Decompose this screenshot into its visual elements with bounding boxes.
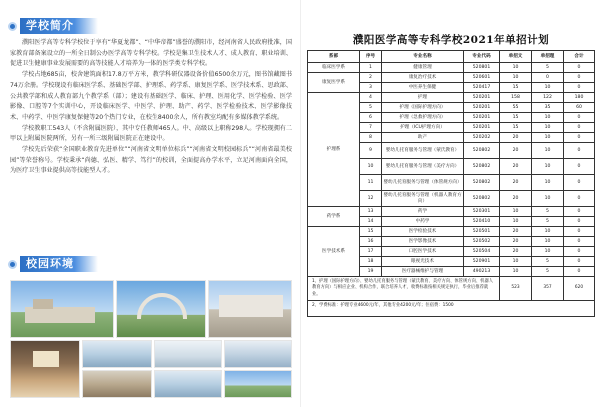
major-code: 520201 [464,123,500,133]
arts-quota: 10 [500,207,532,217]
intro-paragraph: 濮阳医学高等专科学校位于享有“华夏龙都”、“中华帝都”盛誉的濮阳市，经河南省人民政府批准，国家教育部备案设立的一所全日制公办医学高等专科学校。学校是集卫生技术人才、成人教育、职业培训、促进卫生健康事业发展需要的高等技能人才培养为一体的医学类专科学校。 [10,39,292,68]
row-number: 16 [360,237,382,247]
major-code: 520417 [464,83,500,93]
training-ward-photo [154,340,222,368]
total-quota: 0 [564,247,595,257]
major-name: 婴幼儿托育服务与管理（美疗方向） [382,159,464,175]
arts-quota: 20 [500,227,532,237]
major-code: 520201 [464,93,500,103]
arts-quota: 55 [500,103,532,113]
science-quota: 10 [532,123,564,133]
major-code: 520410 [464,217,500,227]
department-cell: 药学系 [308,207,360,227]
major-code: 520502 [464,237,500,247]
row-number: 2 [360,73,382,83]
header-cell: 合计 [564,51,595,63]
science-quota: 5 [532,267,564,277]
practice-room-photo [154,370,222,398]
row-number: 8 [360,133,382,143]
major-name: 护理（ICU护理方向） [382,123,464,133]
row-number: 19 [360,267,382,277]
major-code: 520802 [464,159,500,175]
header-cell: 系部 [308,51,360,63]
total-quota: 180 [564,93,595,103]
total-quota: 0 [564,143,595,159]
major-name: 婴幼儿托育服务与管理（机器人教育方向） [382,191,464,207]
major-name: 婴幼儿托育服务与管理（体管规方向） [382,175,464,191]
header-cell: 序号 [360,51,382,63]
row-number: 13 [360,207,382,217]
major-name: 护理（国际护理方向） [382,103,464,113]
major-code: 520501 [464,227,500,237]
row-number: 11 [360,175,382,191]
total-quota: 0 [564,73,595,83]
campus-photo-collage [10,280,292,398]
major-name: 医学影像技术 [382,237,464,247]
major-code: 520901 [464,257,500,267]
fee-notes-cell: 2、学费标准：护理专业4600元/年，其他专业4200元/年；住宿费：1500 [308,301,595,317]
row-number: 14 [360,217,382,227]
science-quota: 10 [532,159,564,175]
arts-total: 523 [500,277,532,301]
major-code: 520801 [464,63,500,73]
science-quota: 35 [532,103,564,113]
table-row [308,227,595,237]
major-name: 药学 [382,207,464,217]
row-number: 7 [360,123,382,133]
row-number: 5 [360,103,382,113]
auditorium-photo [10,340,80,398]
science-quota: 5 [532,63,564,73]
department-cell: 医学技术系 [308,227,360,277]
major-name: 医疗器械维护与管理 [382,267,464,277]
table-row [308,73,595,83]
intro-text [10,38,292,177]
arts-quota: 10 [500,217,532,227]
notes-cell: 1、护理（国际护理方向）、婴幼儿托育服务与管理（蒙氏教育、美疗方向、体管规方向、机器人教育方向）与相应企业、机构合作，联合培养人才，收费标准按相关规定执行，毕业后推荐就业。 [308,277,500,301]
department-cell: 康复医学系 [308,73,360,93]
table-row [308,63,595,73]
campus-section-title: 校园环境 [20,256,98,272]
row-number: 9 [360,143,382,159]
science-quota: 122 [532,93,564,103]
arts-quota: 10 [500,63,532,73]
notes-row [308,301,595,317]
arts-quota: 20 [500,175,532,191]
total-quota: 0 [564,175,595,191]
intro-paragraph: 学校先后荣获“全国职业教育先进单位”“河南省文明单位标兵”“河南省文明校园标兵”“河南省最美校园”等荣誉称号。学校秉承“尚德、弘医、精学、笃行”的校训，全面提高办学水平，立足河南面向全国，为医疗卫生事业提供高等技能型人才。 [10,146,292,175]
sports-field-photo [224,370,292,398]
table-header-row [308,51,595,63]
arts-quota: 20 [500,133,532,143]
total-quota: 0 [564,83,595,93]
equipment-photo [224,340,292,368]
table-row [308,93,595,103]
intro-section-header [8,18,98,34]
row-number: 1 [360,63,382,73]
arts-quota: 20 [500,237,532,247]
science-quota: 10 [532,133,564,143]
arts-quota: 20 [500,159,532,175]
major-name: 康复治疗技术 [382,73,464,83]
admission-plan-table [307,50,595,317]
campus-building-photo [208,280,292,338]
science-quota: 5 [532,217,564,227]
intro-paragraph: 学校教职工543人（不含附属医院），其中专任教师465人。中、高级以上职称298人。学校现拥有二甲以上附属医院两所，另有一所三级附属医院正在建设中。 [10,124,292,143]
intro-paragraph: 学校占地685亩，校舍建筑面积17.8万平方米，教学科研仪器设备价值6500余万元，图书馆藏图书74万余册。学校现设有临床医学系、基础医学部、护理系、药学系、康复医学系、医学技术系、思政部、公共教学部和成人教育部九个教学系（部）；建设有基础医学、临床、护理、医用化学、医学检验、医学影像、口腔等7个实训中心，开设临床医学、中医学、护理、助产、药学、医学检验技术、医学影像技术、中药学、中医学康复保健等20个热门专业，在校生8400余人，所有教室均配有多媒体教学系统。 [10,71,292,121]
major-name: 助产 [382,133,464,143]
campus-aerial-photo [10,280,114,338]
major-code: 520802 [464,191,500,207]
major-name: 眼视光技术 [382,257,464,267]
arts-quota: 20 [500,191,532,207]
total-quota: 60 [564,103,595,113]
arts-quota: 15 [500,123,532,133]
row-number: 6 [360,113,382,123]
campus-gate-photo [116,280,206,338]
total-quota: 0 [564,191,595,207]
row-number: 4 [360,93,382,103]
header-cell: 单招文 [500,51,532,63]
header-cell: 专业代码 [464,51,500,63]
major-code: 520802 [464,175,500,191]
total-quota: 0 [564,63,595,73]
row-number: 15 [360,227,382,237]
plan-title: 濮阳医学高等专科学校2021年单招计划 [352,34,550,46]
arts-quota: 15 [500,83,532,93]
science-quota: 10 [532,175,564,191]
grand-total: 620 [564,277,595,301]
section-dot-icon [8,22,17,31]
major-code: 520301 [464,207,500,217]
total-quota: 0 [564,237,595,247]
summary-row [308,277,595,301]
science-quota: 10 [532,227,564,237]
arts-quota: 15 [500,113,532,123]
arts-quota: 10 [500,267,532,277]
major-name: 婴幼儿托育服务与管理（蒙氏教育） [382,143,464,159]
row-number: 10 [360,159,382,175]
arts-quota: 20 [500,143,532,159]
major-code: 520201 [464,103,500,113]
science-quota: 10 [532,191,564,207]
right-page [300,0,600,407]
science-quota: 10 [532,113,564,123]
arts-quota: 10 [500,73,532,83]
major-name: 中医养生保健 [382,83,464,93]
classroom-photo [82,370,152,398]
total-quota: 0 [564,217,595,227]
header-cell: 专业名称 [382,51,464,63]
campus-section-header [8,256,98,272]
department-cell: 护理系 [308,93,360,207]
total-quota: 0 [564,207,595,217]
major-name: 中药学 [382,217,464,227]
major-code: 520601 [464,73,500,83]
header-cell: 单招理 [532,51,564,63]
total-quota: 0 [564,267,595,277]
major-code: 520802 [464,143,500,159]
science-quota: 10 [532,83,564,93]
row-number: 3 [360,83,382,93]
total-quota: 0 [564,227,595,237]
major-name: 医学检验技术 [382,227,464,237]
total-quota: 0 [564,123,595,133]
arts-quota: 20 [500,247,532,257]
major-name: 健康管理 [382,63,464,73]
arts-quota: 10 [500,257,532,267]
major-code: 520202 [464,133,500,143]
science-quota: 5 [532,207,564,217]
lab-photo [82,340,152,368]
major-code: 520201 [464,113,500,123]
total-quota: 0 [564,159,595,175]
major-code: 490213 [464,267,500,277]
row-number: 18 [360,257,382,267]
major-name: 护理（急救护理方向） [382,113,464,123]
section-dot-icon [8,260,17,269]
science-total: 357 [532,277,564,301]
science-quota: 10 [532,143,564,159]
science-quota: 5 [532,257,564,267]
science-quota: 10 [532,247,564,257]
table-row [308,207,595,217]
total-quota: 0 [564,133,595,143]
major-name: 口腔医学技术 [382,247,464,257]
intro-section-title: 学校简介 [20,18,98,34]
total-quota: 0 [564,257,595,267]
major-name: 护理 [382,93,464,103]
department-cell: 临床医学系 [308,63,360,73]
major-code: 520504 [464,247,500,257]
arts-quota: 158 [500,93,532,103]
row-number: 12 [360,191,382,207]
science-quota: 0 [532,73,564,83]
row-number: 17 [360,247,382,257]
science-quota: 10 [532,237,564,247]
total-quota: 0 [564,113,595,123]
